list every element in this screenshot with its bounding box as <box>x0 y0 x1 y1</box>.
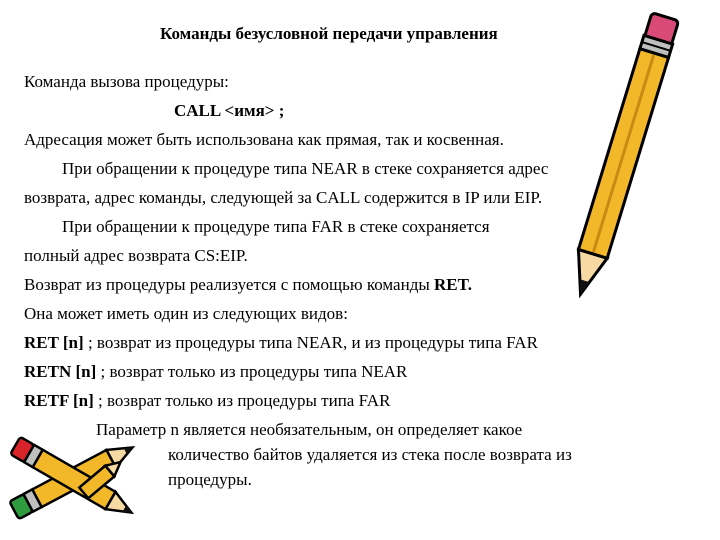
retn-syntax: RETN [n] <box>24 362 97 381</box>
text-line-9: Она может иметь один из следующих видов: <box>24 304 348 323</box>
retn-line <box>24 362 407 382</box>
retn-comment: ; возврат только из процедуры типа NEAR <box>96 362 408 381</box>
text-line-13: Параметр n является необязательным, он определяет какое <box>96 420 523 439</box>
crossed-pencils-icon <box>0 418 150 540</box>
text-line-3: Адресация может быть использована как прямая, так и косвенная. <box>24 130 504 149</box>
ret-comment: ; возврат из процедуры типа NEAR, и из процедуры типа FAR <box>83 333 538 352</box>
text-line-6: При обращении к процедуре типа FAR в стеке сохраняется <box>62 217 490 236</box>
slide-title: Команды безусловной передачи управления <box>160 24 498 43</box>
retf-comment: ; возврат только из процедуры типа FAR <box>93 391 391 410</box>
retf-syntax: RETF [n] <box>24 391 94 410</box>
text-line-1: Команда вызова процедуры: <box>24 72 229 91</box>
pencil-icon <box>560 0 680 330</box>
text-line-8-text: Возврат из процедуры реализуется с помощью команды <box>24 275 435 294</box>
ret-line <box>24 333 538 353</box>
text-line-8 <box>24 275 472 295</box>
ret-syntax: RET [n] <box>24 333 84 352</box>
retf-line <box>24 391 390 411</box>
ret-keyword: RET. <box>434 275 472 294</box>
text-line-5: возврата, адрес команды, следующей за CALL содержится в IP или EIP. <box>24 188 543 207</box>
text-line-7: полный адрес возврата CS:EIP. <box>24 246 248 265</box>
text-line-14: количество байтов удаляется из стека после возврата из <box>168 445 572 464</box>
call-syntax: CALL <имя> ; <box>174 101 285 120</box>
text-line-4: При обращении к процедуре типа NEAR в стеке сохраняется адрес <box>62 159 549 178</box>
text-line-15: процедуры. <box>168 470 252 489</box>
